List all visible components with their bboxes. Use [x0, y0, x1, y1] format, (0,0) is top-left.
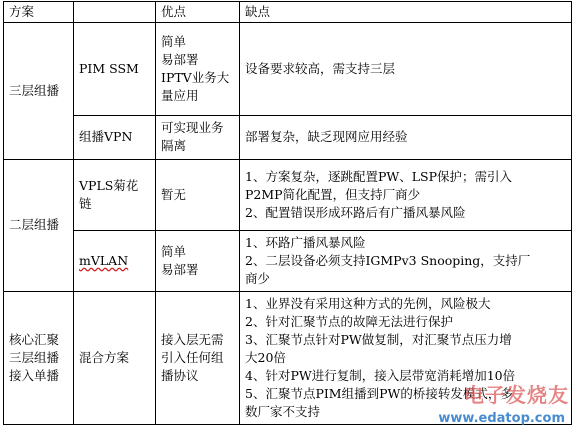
pros-line: 易部署 — [161, 261, 199, 277]
pros-line: 播协议 — [161, 367, 199, 383]
category-line: 核心汇聚 — [9, 331, 60, 347]
cons-line: 数厂家不支持 — [245, 403, 321, 419]
pros-cell — [156, 115, 240, 159]
cons-line: 1、业界没有采用这种方式的先例，风险极大 — [245, 295, 491, 311]
category-cell — [4, 23, 74, 159]
pros-line: 暂无 — [161, 186, 187, 202]
table-row — [4, 291, 572, 424]
cons-line: 5、汇聚节点PIM组播到PW的桥接转发模式，多 — [245, 385, 513, 401]
pros-cell — [156, 159, 240, 230]
scheme-cell — [74, 23, 156, 116]
cons-line: 1、方案复杂，逐跳配置PW、LSP保护；需引入 — [245, 168, 512, 184]
pros-line: 接入层无需 — [161, 331, 224, 347]
pros-cell — [156, 291, 240, 424]
scheme-cell — [74, 115, 156, 159]
scheme-label: VPLS菊花链 — [79, 177, 139, 211]
pros-cell — [156, 230, 240, 291]
pros-cell — [156, 23, 240, 116]
cons-line: P2MP简化配置，但支持厂商少 — [245, 186, 421, 202]
watermark-logo-text: 电子发烧友 — [464, 383, 569, 407]
pros-line: 引入任何组 — [161, 349, 224, 365]
header-pros: 优点 — [156, 2, 240, 23]
table-row — [4, 230, 572, 291]
table-row — [4, 23, 572, 116]
cons-line: 2、配置错误形成环路后有广播风暴风险 — [245, 204, 466, 220]
cons-cell — [240, 115, 572, 159]
cons-line: 2、针对汇聚节点的故障无法进行保护 — [245, 313, 453, 329]
comparison-table — [3, 1, 572, 425]
cons-line: 大20倍 — [245, 349, 286, 365]
pros-line: 可实现业务 — [161, 120, 224, 136]
cons-line: 部署复杂，缺乏现网应用经验 — [245, 129, 408, 145]
category-line: 接入单播 — [9, 367, 60, 383]
pros-line: 易部署 — [161, 52, 199, 68]
cons-line: 2、二层设备必须支持IGMPv3 Snooping，支持厂 — [245, 252, 531, 268]
header-blank — [74, 2, 156, 23]
cons-line: 商少 — [245, 270, 271, 286]
pros-line: 简单 — [161, 243, 187, 259]
pros-line: 隔离 — [161, 138, 187, 154]
pros-line: IPTV业务大 — [161, 70, 230, 86]
scheme-cell — [74, 291, 156, 424]
category-line: 三层组播 — [9, 82, 60, 98]
table-row — [4, 115, 572, 159]
cons-cell — [240, 230, 572, 291]
watermark-url: www.edatop.com — [438, 411, 565, 426]
header-row — [4, 2, 572, 23]
scheme-label: 混合方案 — [79, 349, 130, 365]
category-cell — [4, 159, 74, 291]
category-line: 三层组播 — [9, 349, 60, 365]
category-line: 二层组播 — [9, 217, 60, 233]
cons-line: 1、环路广播风暴风险 — [245, 234, 366, 250]
scheme-cell — [74, 230, 156, 291]
header-cons: 缺点 — [240, 2, 572, 23]
scheme-label: 组播VPN — [79, 129, 133, 145]
cons-line: 设备要求较高，需支持三层 — [245, 61, 396, 77]
header-scheme: 方案 — [4, 2, 74, 23]
cons-cell — [240, 23, 572, 116]
scheme-label: mVLAN — [79, 252, 129, 268]
category-cell — [4, 291, 74, 424]
cons-cell — [240, 291, 572, 424]
table-row — [4, 159, 572, 230]
scheme-label: PIM SSM — [79, 61, 139, 77]
pros-line: 简单 — [161, 34, 187, 50]
scheme-cell — [74, 159, 156, 230]
cons-cell — [240, 159, 572, 230]
cons-line: 3、汇聚节点针对PW做复制，对汇聚节点压力增 — [245, 331, 512, 347]
cons-line: 4、针对PW进行复制，接入层带宽消耗增加10倍 — [245, 367, 516, 383]
pros-line: 量应用 — [161, 88, 199, 104]
